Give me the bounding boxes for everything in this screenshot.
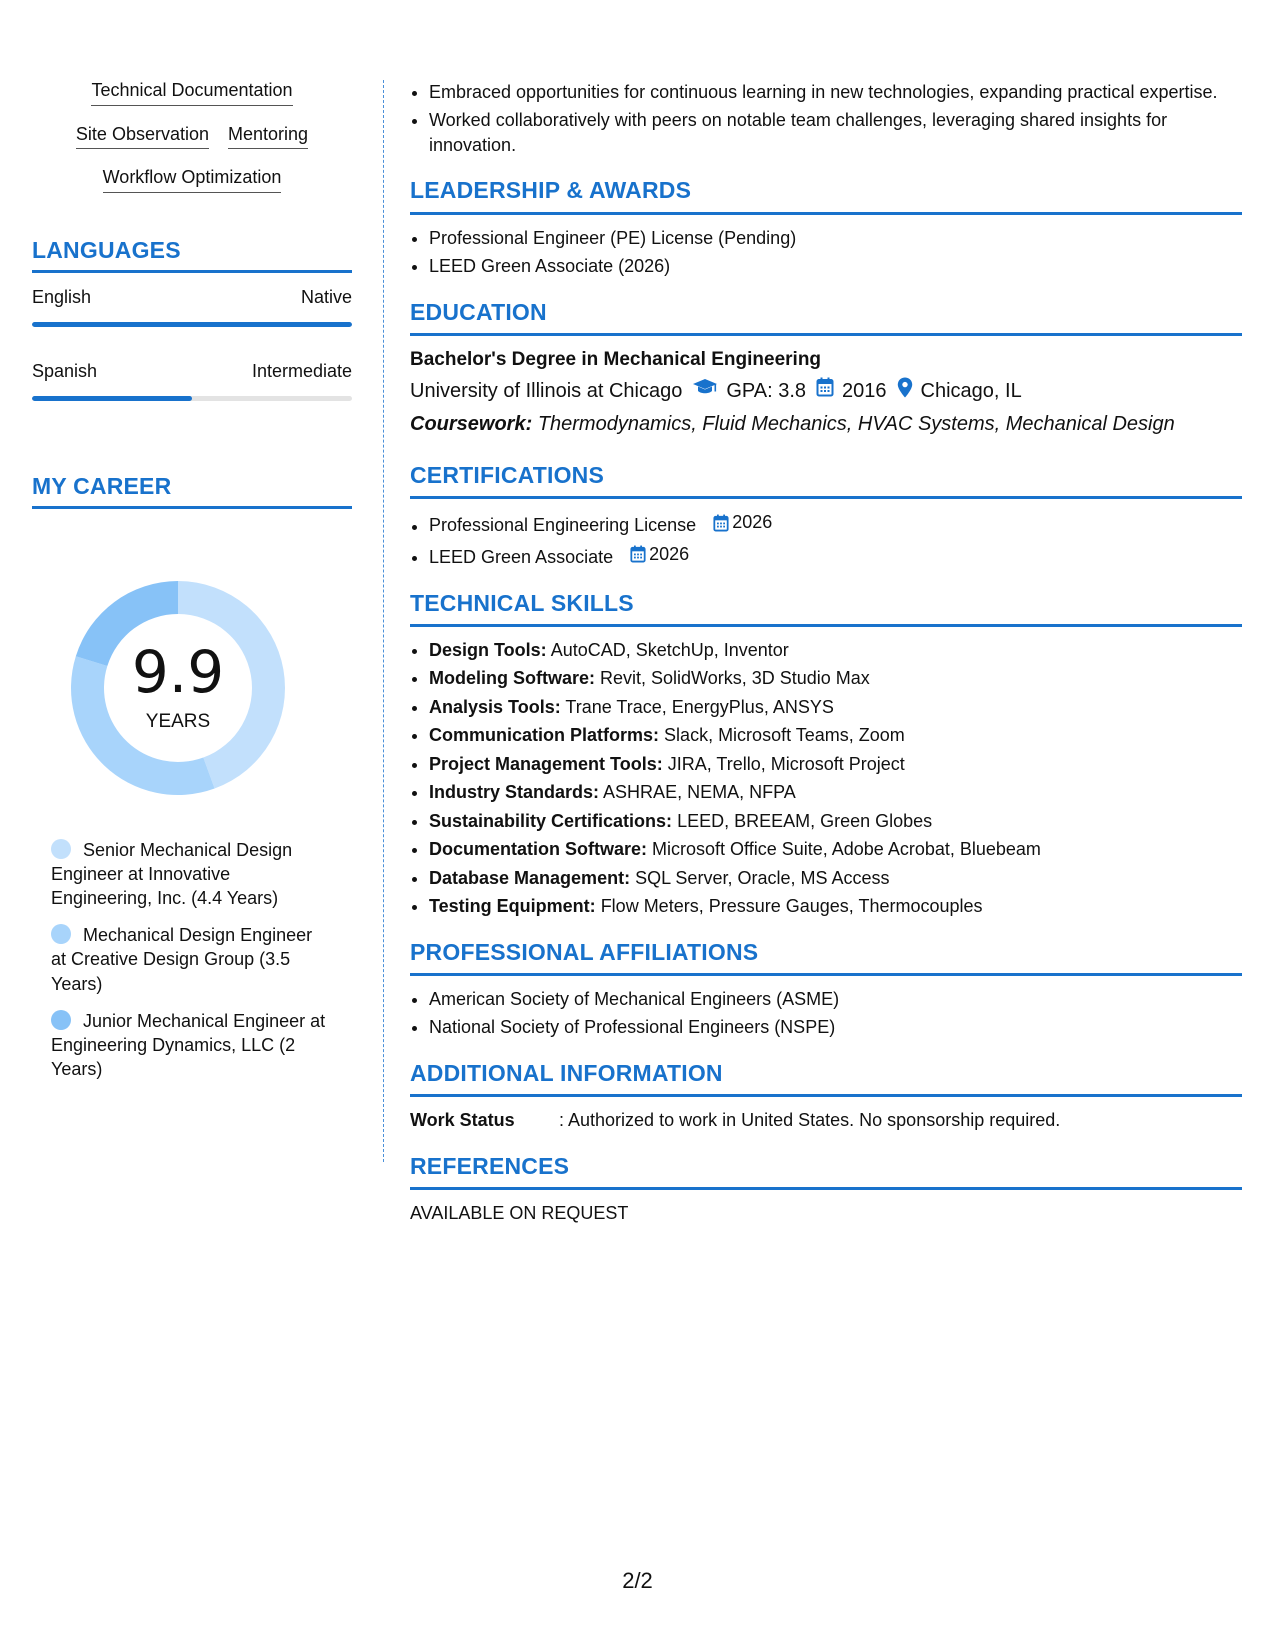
degree-title: Bachelor's Degree in Mechanical Engineering [410,348,822,370]
affiliations-section [410,937,1242,1040]
skill-values: ASHRAE, NEMA, NFPA [603,782,796,803]
language-level: Intermediate [251,360,352,381]
skill-category: Sustainability Certifications: [429,810,673,831]
work-status-value: : Authorized to work in United States. No sponsorship required. [559,1110,1061,1131]
list-item [429,723,1242,747]
career-role-label: Mechanical Design Engineer at Creative Design Group (3.5 Years) [51,925,313,994]
language-item [32,287,352,327]
calendar-icon [816,377,834,405]
section-heading: TECHNICAL SKILLS [410,588,1242,627]
languages-section [32,237,352,401]
language-bar-fill [32,396,192,401]
career-role [51,838,331,910]
skill-values: Flow Meters, Pressure Gauges, Thermocouples [600,896,983,917]
career-section [32,473,352,509]
work-status-row [410,1108,1242,1132]
language-bar-fill [32,322,352,327]
list-item [429,510,1242,538]
language-item [32,361,352,401]
right-column [410,80,1242,1225]
list-item: • American Society of Mechanical Engineers (ASME) [429,987,1242,1011]
graduation-year: 2016 [842,379,887,402]
skill-category: Design Tools: [429,640,547,661]
list-item [429,638,1242,662]
legend-dot [51,1010,71,1030]
coursework [410,411,1242,438]
section-heading: PROFESSIONAL AFFILIATIONS [410,937,1242,976]
list-item: • LEED Green Associate (2026) [429,254,1242,278]
skill-tag: Mentoring [228,124,308,150]
skill-row [32,124,352,150]
education-details [410,377,1242,406]
list-item: • Worked collaboratively with peers on notable team challenges, leveraging shared insights for innovation. [429,108,1242,157]
skill-values: Revit, SolidWorks, 3D Studio Max [600,668,870,689]
coursework-label: Coursework: [410,412,533,435]
language-name: Spanish [32,360,98,381]
legend-dot [51,839,71,859]
list-item [429,837,1242,861]
skill-tag: Technical Documentation [91,80,292,106]
career-legend [51,838,331,1094]
certification-year: 2026 [649,544,690,565]
skill-values: SQL Server, Oracle, MS Access [635,867,890,888]
skill-row [32,80,352,106]
career-role-label: Junior Mechanical Engineer at Engineering Dynamics, LLC (2 Years) [51,1010,326,1079]
skill-category: Documentation Software: [429,839,648,860]
language-name: English [32,286,92,307]
skill-row [32,167,352,193]
leadership-section [410,175,1242,278]
legend-dot [51,924,71,944]
technical-skills-section [410,588,1242,919]
work-status-label: Work Status [410,1110,515,1131]
career-role-label: Senior Mechanical Design Engineer at Innovative Engineering, Inc. (4.4 Years) [51,840,293,909]
list-item [429,866,1242,890]
language-bar [32,396,352,401]
skill-category: Industry Standards: [429,782,600,803]
references-text: AVAILABLE ON REQUEST [410,1202,629,1223]
gpa: GPA: 3.8 [726,379,807,402]
language-level: Native [300,286,352,307]
location-pin-icon [897,377,913,406]
skill-tags [32,80,352,193]
list-item [429,809,1242,833]
career-heading: MY CAREER [32,473,352,509]
list-item [429,666,1242,690]
list-item [429,752,1242,776]
certification-year: 2026 [732,512,773,533]
list-item [429,542,1242,570]
career-years-unit: YEARS [145,711,211,732]
experience-bullets [410,80,1242,157]
career-total-years: 9.9 [131,638,225,706]
coursework-list: Thermodynamics, Fluid Mechanics, HVAC Systems, Mechanical Design [537,412,1175,435]
skill-values: JIRA, Trello, Microsoft Project [667,753,905,774]
calendar-icon [630,545,646,563]
skill-category: Communication Platforms: [429,725,660,746]
skill-category: Database Management: [429,867,631,888]
calendar-icon [713,514,729,532]
column-divider [383,80,384,1162]
skill-values: Trane Trace, EnergyPlus, ANSYS [565,696,834,717]
languages-heading: LANGUAGES [32,237,352,273]
skill-values: Slack, Microsoft Teams, Zoom [664,725,905,746]
graduation-cap-icon [692,377,718,405]
list-item: • National Society of Professional Engineers (NSPE) [429,1015,1242,1039]
skill-category: Project Management Tools: [429,753,663,774]
additional-info-section [410,1058,1242,1133]
skill-category: Testing Equipment: [429,896,596,917]
career-role [51,923,331,995]
list-item [429,780,1242,804]
career-donut [65,575,291,801]
school-name: University of Illinois at Chicago [410,379,683,402]
skill-values: Microsoft Office Suite, Adobe Acrobat, Bluebeam [652,839,1041,860]
skill-category: Analysis Tools: [429,696,561,717]
career-role [51,1009,331,1081]
list-item [429,695,1242,719]
section-heading: ADDITIONAL INFORMATION [410,1058,1242,1097]
skill-tag: Workflow Optimization [103,167,282,193]
section-heading: EDUCATION [410,297,1242,336]
references-section [410,1151,1242,1226]
skill-values: AutoCAD, SketchUp, Inventor [550,640,789,661]
page-number: 2/2 [622,1568,653,1593]
left-column [32,80,352,509]
certifications-section [410,460,1242,570]
certification-name: Professional Engineering License [429,515,697,536]
skill-tag: Site Observation [76,124,209,150]
section-heading: LEADERSHIP & AWARDS [410,175,1242,214]
section-heading: CERTIFICATIONS [410,460,1242,499]
list-item [429,894,1242,918]
skill-category: Modeling Software: [429,668,595,689]
list-item: • Professional Engineer (PE) License (Pending) [429,226,1242,250]
section-heading: REFERENCES [410,1151,1242,1190]
education-section [410,297,1242,438]
language-bar [32,322,352,327]
skill-values: LEED, BREEAM, Green Globes [677,810,933,831]
school-location: Chicago, IL [920,379,1022,402]
list-item: • Embraced opportunities for continuous learning in new technologies, expanding practical expertise. [429,80,1242,104]
certification-name: LEED Green Associate [429,547,614,568]
